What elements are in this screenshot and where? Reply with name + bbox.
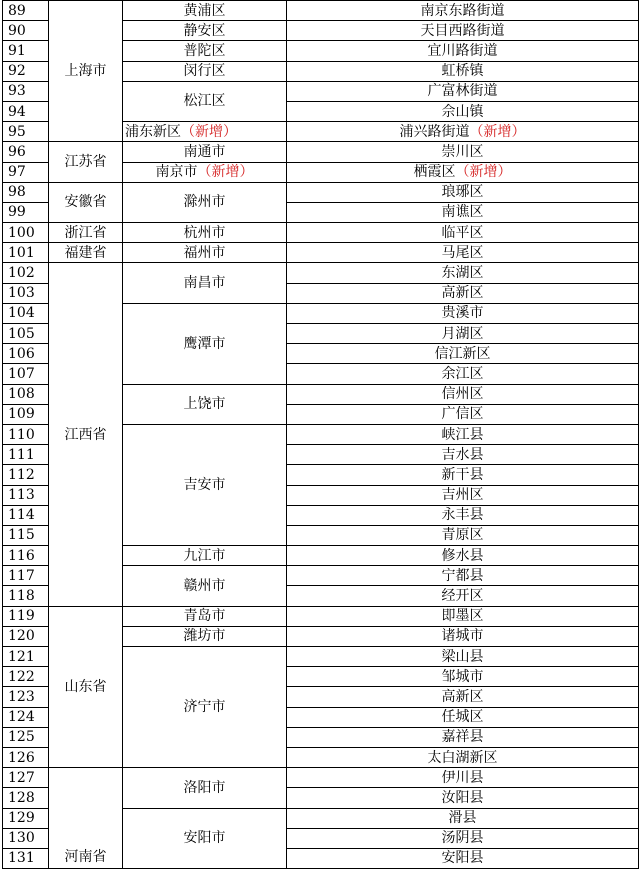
street-cell: 宜川路街道	[287, 41, 639, 61]
table-row	[3, 223, 639, 243]
row-number: 119	[3, 606, 49, 626]
district-name: 浦东新区	[125, 123, 181, 140]
row-number: 96	[3, 142, 49, 162]
street-cell	[287, 122, 639, 142]
district-cell: 南通市	[123, 142, 287, 162]
district-name: 南京市	[155, 164, 198, 181]
street-cell: 广信区	[287, 404, 639, 424]
row-number: 129	[3, 808, 49, 828]
row-number: 115	[3, 525, 49, 545]
street-cell: 南谯区	[287, 202, 639, 222]
street-cell: 滑县	[287, 808, 639, 828]
district-cell: 闵行区	[123, 61, 287, 81]
city-cell: 松江区	[123, 81, 287, 121]
row-number: 101	[3, 243, 49, 263]
row-number: 130	[3, 828, 49, 848]
row-number: 108	[3, 384, 49, 404]
street-cell: 宁都县	[287, 566, 639, 586]
table-row	[3, 243, 639, 263]
table-row	[3, 768, 639, 788]
street-cell: 吉水县	[287, 445, 639, 465]
district-cell: 九江市	[123, 546, 287, 566]
city-cell: 吉安市	[123, 424, 287, 545]
street-cell: 信江新区	[287, 344, 639, 364]
city-cell: 赣州市	[123, 566, 287, 606]
street-cell: 月湖区	[287, 324, 639, 344]
street-cell: 青原区	[287, 525, 639, 545]
province-cell: 河南省	[49, 768, 123, 869]
street-cell: 邹城市	[287, 667, 639, 687]
row-number: 103	[3, 283, 49, 303]
row-number: 104	[3, 303, 49, 323]
province-cell: 上海市	[49, 1, 123, 142]
district-cell: 福州市	[123, 243, 287, 263]
city-cell: 洛阳市	[123, 768, 287, 808]
table-row	[3, 263, 639, 283]
street-cell: 伊川县	[287, 768, 639, 788]
street-cell: 修水县	[287, 546, 639, 566]
street-cell: 高新区	[287, 687, 639, 707]
street-cell: 梁山县	[287, 647, 639, 667]
street-cell: 贵溪市	[287, 303, 639, 323]
province-cell: 山东省	[49, 606, 123, 768]
city-cell: 南昌市	[123, 263, 287, 303]
street-cell: 马尾区	[287, 243, 639, 263]
street-cell: 永丰县	[287, 505, 639, 525]
row-number: 121	[3, 647, 49, 667]
row-number: 106	[3, 344, 49, 364]
new-tag: （新增）	[455, 164, 512, 181]
street-cell: 佘山镇	[287, 101, 639, 121]
row-number: 109	[3, 404, 49, 424]
row-number: 107	[3, 364, 49, 384]
street-cell: 临平区	[287, 223, 639, 243]
row-number: 125	[3, 727, 49, 747]
row-number: 124	[3, 707, 49, 727]
city-cell: 鹰潭市	[123, 303, 287, 384]
row-number: 131	[3, 848, 49, 868]
row-number: 94	[3, 101, 49, 121]
street-cell: 余江区	[287, 364, 639, 384]
row-number: 127	[3, 768, 49, 788]
new-tag: （新增）	[469, 123, 526, 140]
row-number: 110	[3, 424, 49, 444]
district-list-table	[2, 0, 639, 869]
table-row	[3, 142, 639, 162]
street-cell: 嘉祥县	[287, 727, 639, 747]
district-cell: 静安区	[123, 21, 287, 41]
row-number: 117	[3, 566, 49, 586]
district-cell: 潍坊市	[123, 626, 287, 646]
row-number: 95	[3, 122, 49, 142]
district-cell: 黄浦区	[123, 1, 287, 21]
row-number: 99	[3, 202, 49, 222]
row-number: 105	[3, 324, 49, 344]
table-row	[3, 606, 639, 626]
street-cell: 汤阴县	[287, 828, 639, 848]
new-tag: （新增）	[181, 123, 237, 140]
street-cell: 东湖区	[287, 263, 639, 283]
street-cell: 虹桥镇	[287, 61, 639, 81]
row-number: 120	[3, 626, 49, 646]
street-cell: 高新区	[287, 283, 639, 303]
street-cell: 南京东路街道	[287, 1, 639, 21]
province-cell: 福建省	[49, 243, 123, 263]
row-number: 89	[3, 1, 49, 21]
street-cell: 新干县	[287, 465, 639, 485]
province-cell: 江苏省	[49, 142, 123, 182]
row-number: 123	[3, 687, 49, 707]
row-number: 90	[3, 21, 49, 41]
city-cell: 滁州市	[123, 182, 287, 222]
street-name: 浦兴路街道	[399, 123, 470, 140]
district-cell: 普陀区	[123, 41, 287, 61]
street-cell: 广富林街道	[287, 81, 639, 101]
street-cell: 信州区	[287, 384, 639, 404]
row-number: 114	[3, 505, 49, 525]
street-cell: 安阳县	[287, 848, 639, 868]
row-number: 93	[3, 81, 49, 101]
row-number: 112	[3, 465, 49, 485]
row-number: 98	[3, 182, 49, 202]
street-cell: 即墨区	[287, 606, 639, 626]
street-cell: 天目西路街道	[287, 21, 639, 41]
table-row	[3, 1, 639, 21]
street-cell	[287, 162, 639, 182]
row-number: 100	[3, 223, 49, 243]
row-number: 91	[3, 41, 49, 61]
street-cell: 吉州区	[287, 485, 639, 505]
row-number: 118	[3, 586, 49, 606]
street-name: 栖霞区	[413, 164, 456, 181]
street-cell: 峡江县	[287, 424, 639, 444]
city-cell: 济宁市	[123, 647, 287, 768]
city-cell: 上饶市	[123, 384, 287, 424]
street-cell: 诸城市	[287, 626, 639, 646]
street-cell: 崇川区	[287, 142, 639, 162]
row-number: 113	[3, 485, 49, 505]
row-number: 116	[3, 546, 49, 566]
district-cell	[123, 162, 287, 182]
district-cell: 青岛市	[123, 606, 287, 626]
district-cell	[123, 122, 287, 142]
new-tag: （新增）	[197, 164, 254, 181]
province-cell: 安徽省	[49, 182, 123, 222]
district-cell: 杭州市	[123, 223, 287, 243]
table-row	[3, 182, 639, 202]
province-cell: 浙江省	[49, 223, 123, 243]
street-cell: 任城区	[287, 707, 639, 727]
row-number: 128	[3, 788, 49, 808]
row-number: 111	[3, 445, 49, 465]
street-cell: 琅琊区	[287, 182, 639, 202]
row-number: 122	[3, 667, 49, 687]
row-number: 102	[3, 263, 49, 283]
street-cell: 经开区	[287, 586, 639, 606]
street-cell: 太白湖新区	[287, 747, 639, 767]
row-number: 97	[3, 162, 49, 182]
city-cell: 安阳市	[123, 808, 287, 869]
province-cell: 江西省	[49, 263, 123, 606]
row-number: 126	[3, 747, 49, 767]
row-number: 92	[3, 61, 49, 81]
street-cell: 汝阳县	[287, 788, 639, 808]
